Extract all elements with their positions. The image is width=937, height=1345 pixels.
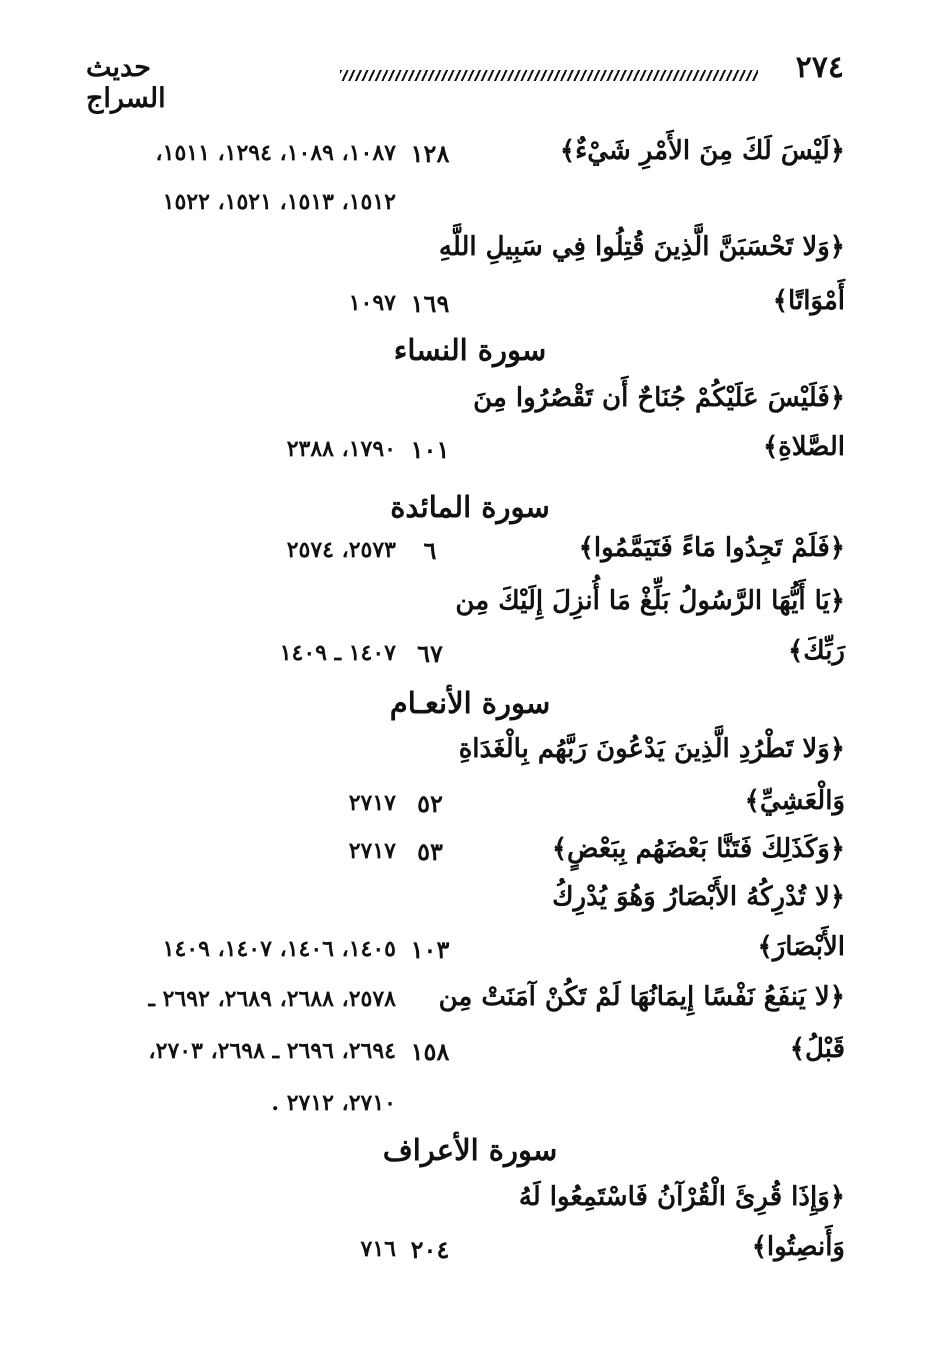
verse-number: ٦ [423,536,437,565]
verse-number: ٥٢ [417,789,443,818]
verse-line: ﴿فَلَيْسَ عَلَيْكُمْ جُنَاحٌ أَن تَقْصُرُوا مِنَ [473,383,845,413]
verse-line: ﴿وَكَذَلِكَ فَتَنَّا بَعْضَهُم بِبَعْضٍ﴾ [551,834,845,864]
verse-line: ﴿يَا أَيُّهَا الرَّسُولُ بَلِّغْ مَا أُنزِلَ إِلَيْكَ مِن [455,586,845,616]
verse-number: ١٠٣ [410,935,450,964]
verse-line: أَمْوَاتًا﴾ [772,286,845,316]
verse-number: ٥٣ [417,837,443,866]
surah-heading: سورة الأعراف [382,1133,558,1167]
verse-line: ﴿لا تُدْرِكُهُ الأَبْصَارُ وَهُوَ يُدْرِكُ [552,882,845,912]
hadith-refs: ٢٧١٧ [348,838,396,864]
hadith-refs: ١٥١٢، ١٥١٣، ١٥٢١، ١٥٢٢ [162,189,396,215]
verse-line: رَبِّكَ﴾ [788,636,845,666]
verse-number: ١٥٨ [410,1037,450,1066]
surah-heading: سورة النساء [393,333,547,367]
hadith-refs: ١٤٠٥، ١٤٠٦، ١٤٠٧، ١٤٠٩ [162,936,396,962]
hadith-refs: ٧١٦ [360,1236,396,1262]
verse-number: ٢٠٤ [410,1235,450,1264]
verse-line: الأَبْصَارَ﴾ [757,932,845,962]
verse-line: ﴿وَإِذَا قُرِئَ الْقُرْآنُ فَاسْتَمِعُوا لَهُ [518,1182,845,1212]
hadith-refs: ١٤٠٧ ـ ١٤٠٩ [279,640,396,666]
verse-line: وَالْعَشِيِّ﴾ [744,786,845,816]
verse-number: ١٦٩ [410,289,450,318]
verse-line: الصَّلاةِ﴾ [762,432,845,462]
surah-heading: سورة المائدة [390,490,550,524]
hadith-refs: ١٠٩٧ [348,290,396,316]
hadith-refs: ١٧٩٠، ٢٣٨٨ [286,436,396,462]
surah-heading: سورة الأنعـام [389,686,551,720]
verse-line: ﴿لا يَنفَعُ نَفْسًا إِيمَانُهَا لَمْ تَكُنْ آمَنَتْ مِن [438,982,845,1012]
book-title: حديث السراج [86,52,166,114]
hadith-refs: ٢٧١٠، ٢٧١٢ . [271,1090,396,1116]
header-rule [340,70,758,81]
hadith-refs: ٢٦٩٤، ٢٦٩٦ ـ ٢٦٩٨، ٢٧٠٣، [148,1038,396,1064]
verse-line: ﴿لَيْسَ لَكَ مِنَ الأَمْرِ شَيْءٌ﴾ [559,136,845,166]
verse-line: قَبْلُ﴾ [789,1034,845,1064]
hadith-refs: ٢٧١٧ [348,790,396,816]
hadith-refs: ٢٥٧٣، ٢٥٧٤ [286,537,396,563]
verse-number: ٦٧ [417,639,443,668]
hadith-refs: ١٠٨٧، ١٠٨٩، ١٢٩٤، ١٥١١، [155,140,396,166]
verse-number: ١٠١ [410,435,450,464]
verse-line: ﴿فَلَمْ تَجِدُوا مَاءً فَتَيَمَّمُوا﴾ [578,533,845,563]
hadith-refs: ٢٥٧٨، ٢٦٨٨، ٢٦٨٩، ٢٦٩٢ ـ [148,986,396,1012]
verse-line: ﴿وَلا تَطْرُدِ الَّذِينَ يَدْعُونَ رَبَّهُم بِالْغَدَاةِ [458,734,845,764]
verse-line: وَأَنصِتُوا﴾ [751,1232,845,1262]
verse-number: ١٢٨ [410,139,450,168]
verse-line: ﴿وَلا تَحْسَبَنَّ الَّذِينَ قُتِلُوا فِي سَبِيلِ اللَّهِ [438,232,845,262]
page-number: ٢٧٤ [795,50,844,85]
